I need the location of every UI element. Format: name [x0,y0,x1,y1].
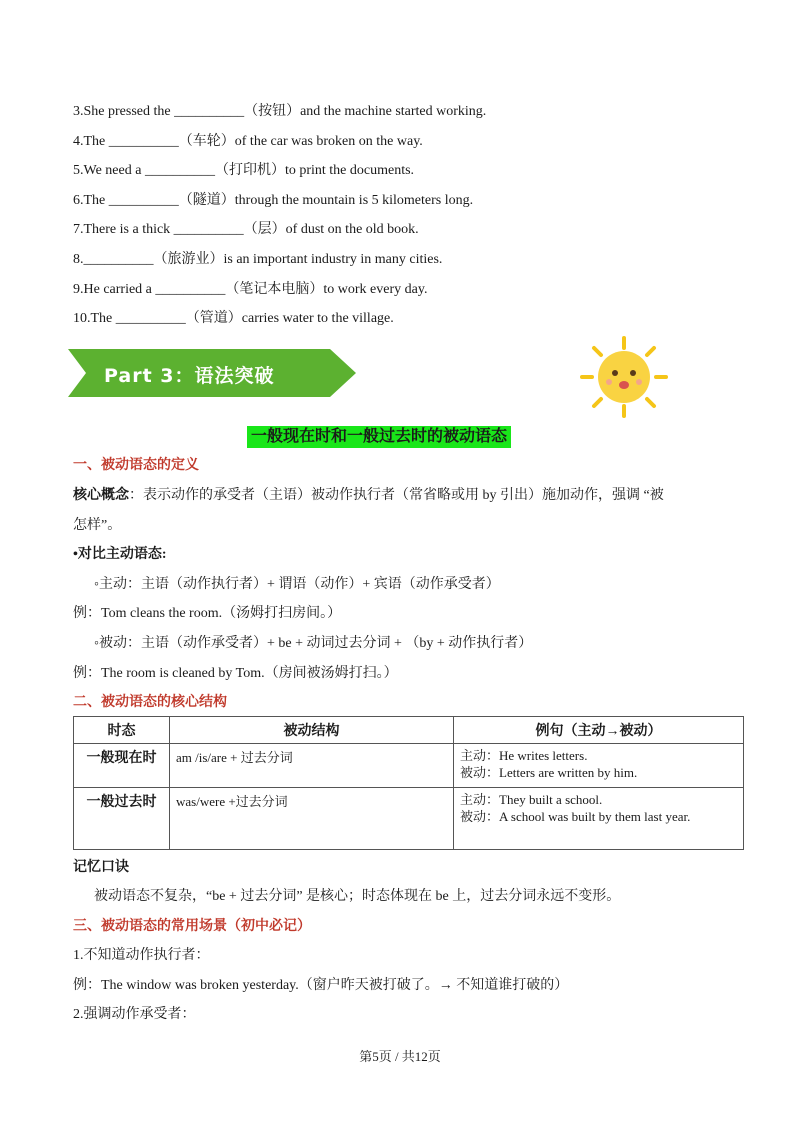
page-number: 第5页 / 共12页 [359,1049,441,1064]
passive-sentence: 被动：A school was built by them last year. [460,809,691,824]
exercise-item: 6.The __________（隧道）through the mountain is 5 kilometers long. [73,193,474,208]
scenario-item: 1.不知道动作执行者： [73,948,210,963]
structure-cell: was/were +过去分词 [170,788,454,850]
mnemonic-heading: 记忆口诀 [73,860,129,875]
section-heading: 一、被动语态的定义 [73,458,199,473]
scenario-item: 2.强调动作承受者： [73,1007,196,1022]
tense-cell: 一般现在时 [74,744,170,788]
table-header: 时态 [74,717,170,744]
section-heading: 二、被动语态的核心结构 [73,695,227,710]
exercise-item: 8.__________（旅游业）is an important industry in many cities. [73,252,443,267]
core-concept [73,486,664,506]
compare-heading: •对比主动语态: [73,547,167,562]
section-heading: 三、被动语态的常用场景（初中必记） [73,919,311,934]
exercise-item: 9.He carried a __________（笔记本电脑）to work every day. [73,282,428,297]
active-sentence: 主动：They built a school. [460,792,603,807]
core-text-continued: 怎样”。 [73,518,122,533]
exercise-item: 4.The __________（车轮）of the car was broken on the way. [73,134,423,149]
passive-structure-table [73,716,744,850]
table-header: 被动结构 [170,717,454,744]
table-row [74,744,744,788]
passive-rule: ◦被动：主语（动作承受者）+ be + 动词过去分词 + （by + 动作执行者） [94,636,533,651]
core-label: 核心概念 [73,488,129,503]
passive-sentence: 被动：Letters are written by him. [460,765,638,780]
exercise-item: 3.She pressed the __________（按钮）and the machine started working. [73,104,487,119]
sun-icon [574,334,674,420]
topic-title: 一般现在时和一般过去时的被动语态 [247,426,511,448]
example-cell [454,788,744,850]
tense-cell: 一般过去时 [74,788,170,850]
structure-cell: am /is/are + 过去分词 [170,744,454,788]
exercise-item: 7.There is a thick __________（层）of dust on the old book. [73,222,419,237]
scenario-example: 例：The window was broken yesterday.（窗户昨天被打破了。→ 不知道谁打破的） [73,978,569,993]
example-cell [454,744,744,788]
exercise-item: 5.We need a __________（打印机）to print the documents. [73,163,415,178]
active-sentence: 主动：He writes letters. [460,748,588,763]
mnemonic-text: 被动语态不复杂，“be + 过去分词” 是核心；时态体现在 be 上，过去分词永远不变形。 [94,889,621,904]
table-row [74,788,744,850]
part-banner-label: Part 3：语法突破 [104,365,275,387]
passive-example: 例：The room is cleaned by Tom.（房间被汤姆打扫。） [73,666,398,681]
table-header: 例句（主动→被动） [454,717,744,744]
active-rule: ◦主动：主语（动作执行者）+ 谓语（动作）+ 宾语（动作承受者） [94,577,500,592]
active-example: 例：Tom cleans the room.（汤姆打扫房间。） [73,606,342,621]
core-text: ：表示动作的承受者（主语）被动作执行者（常省略或用 by 引出）施加动作，强调 “被 [129,488,664,503]
exercise-item: 10.The __________（管道）carries water to the village. [73,311,394,326]
